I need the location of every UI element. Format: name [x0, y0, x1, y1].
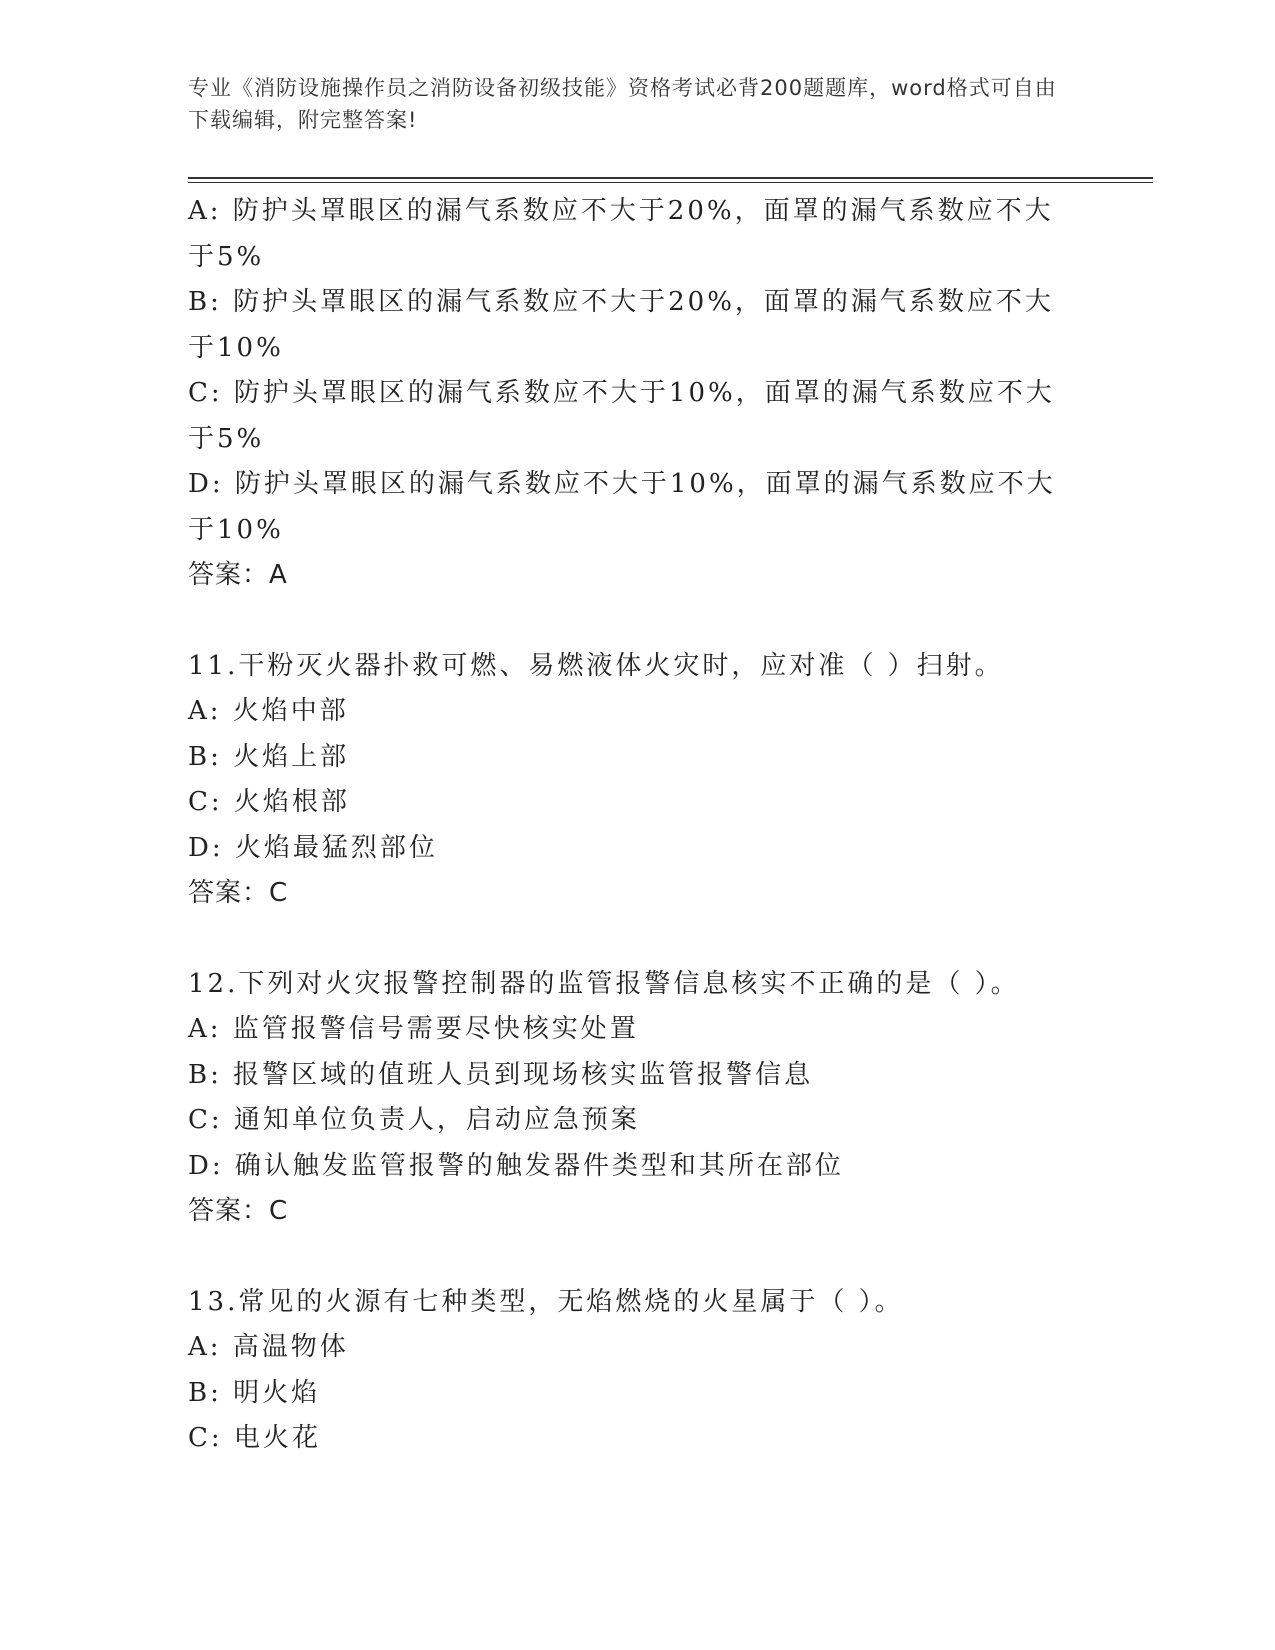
option-b: B: 明火焰 — [188, 1377, 321, 1408]
question-12 — [188, 962, 1088, 1235]
option-d: D: 火焰最猛烈部位 — [188, 832, 438, 863]
prev-question — [188, 189, 1088, 599]
question-13 — [188, 1280, 1088, 1462]
answer: 答案：A — [188, 560, 288, 590]
question-stem: 13.常见的火源有七种类型，无焰燃烧的火星属于（ ）。 — [188, 1286, 904, 1317]
option-a: A: 防护头罩眼区的漏气系数应不大于20%，面罩的漏气系数应不大于5% — [188, 196, 1054, 272]
option-d: D: 确认触发监管报警的触发器件类型和其所在部位 — [188, 1150, 844, 1181]
option-c: C: 防护头罩眼区的漏气系数应不大于10%，面罩的漏气系数应不大于5% — [188, 378, 1055, 454]
document-header: 专业《消防设施操作员之消防设备初级技能》资格考试必背200题题库，word格式可自由下载编辑，附完整答案! — [188, 76, 1057, 132]
question-stem: 11.干粉灭火器扑救可燃、易燃液体火灾时，应对准（ ）扫射。 — [188, 650, 1004, 681]
option-c: C: 通知单位负责人，启动应急预案 — [188, 1105, 640, 1135]
option-a: A: 高温物体 — [188, 1332, 349, 1362]
option-b: B: 火焰上部 — [188, 741, 350, 772]
question-stem: 12.下列对火灾报警控制器的监管报警信息核实不正确的是（ ）。 — [188, 968, 1020, 999]
option-a: A: 监管报警信号需要尽快核实处置 — [188, 1014, 639, 1044]
header-rule-thin — [188, 182, 1153, 183]
option-c: C: 电火花 — [188, 1423, 321, 1453]
option-c: C: 火焰根部 — [188, 787, 350, 817]
spacer — [188, 917, 1088, 962]
option-a: A: 火焰中部 — [188, 696, 349, 726]
spacer — [188, 599, 1088, 644]
answer: 答案：C — [188, 1196, 289, 1226]
header-rule-thick — [188, 177, 1153, 179]
question-11 — [188, 644, 1088, 917]
option-b: B: 防护头罩眼区的漏气系数应不大于20%，面罩的漏气系数应不大于10% — [188, 287, 1054, 363]
answer: 答案：C — [188, 878, 289, 908]
question-content — [188, 189, 1088, 1462]
option-d: D: 防护头罩眼区的漏气系数应不大于10%，面罩的漏气系数应不大于10% — [188, 469, 1056, 545]
option-b: B: 报警区域的值班人员到现场核实监管报警信息 — [188, 1059, 814, 1090]
spacer — [188, 1235, 1088, 1280]
